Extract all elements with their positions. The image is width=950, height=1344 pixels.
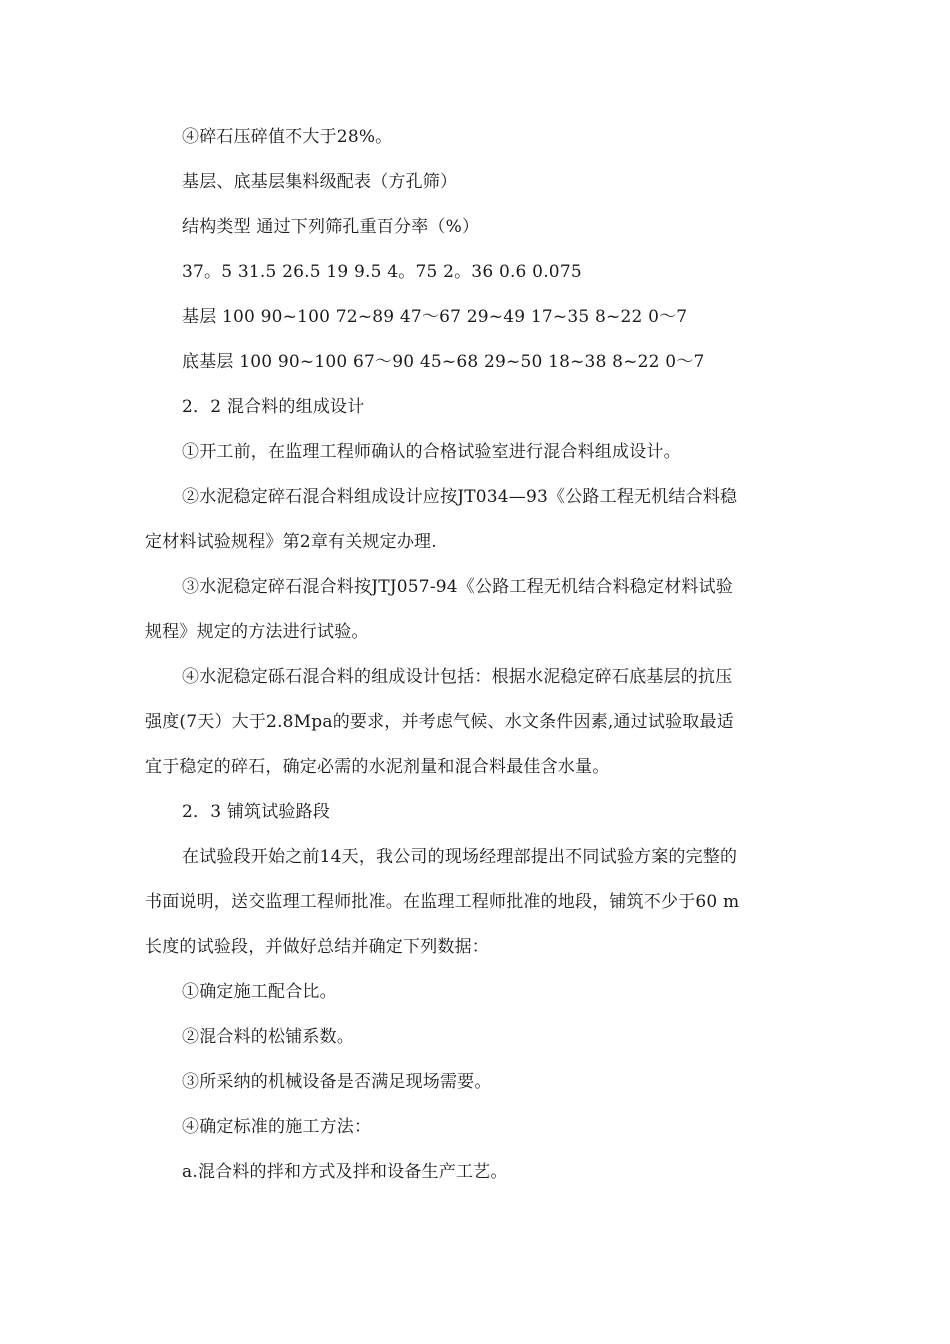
text-line: 长度的试验段，并做好总结并确定下列数据： [145, 937, 489, 957]
list-item: ④确定标准的施工方法： [182, 1117, 372, 1137]
table-row-base: 基层 100 90~100 72~89 47～67 29~49 17~35 8~22 0～7 [182, 307, 688, 327]
text-line: ①开工前，在监理工程师确认的合格试验室进行混合料组成设计。 [182, 442, 681, 462]
text-line: 在试验段开始之前14天，我公司的现场经理部提出不同试验方案的完整的 [182, 847, 738, 867]
list-item: ①确定施工配合比。 [182, 982, 337, 1002]
list-item: a.混合料的拌和方式及拌和设备生产工艺。 [182, 1162, 508, 1182]
table-header: 结构类型 通过下列筛孔重百分率（%） [182, 217, 480, 237]
table-row-subbase: 底基层 100 90~100 67～90 45~68 29~50 18~38 8~22 0～7 [182, 352, 705, 372]
section-heading-2-2: 2．2 混合料的组成设计 [182, 397, 365, 417]
text-line: 规程》规定的方法进行试验。 [145, 622, 369, 642]
table-title: 基层、底基层集料级配表（方孔筛） [182, 172, 458, 192]
text-line: ④水泥稳定砾石混合料的组成设计包括：根据水泥稳定碎石底基层的抗压 [182, 667, 733, 687]
text-line: 强度(7天）大于2.8Mpa的要求，并考虑气候、水文条件因素,通过试验取最适 [145, 712, 734, 732]
text-line: ③水泥稳定碎石混合料按JTJ057-94《公路工程无机结合料稳定材料试验 [182, 577, 733, 597]
text-line: 书面说明，送交监理工程师批准。在监理工程师批准的地段，铺筑不少于60 m [145, 892, 740, 912]
text-line: 宜于稳定的碎石，确定必需的水泥剂量和混合料最佳含水量。 [145, 757, 610, 777]
table-sieve-sizes: 37。5 31.5 26.5 19 9.5 4。75 2。36 0.6 0.075 [182, 262, 582, 282]
text-line: ②水泥稳定碎石混合料组成设计应按JT034—93《公路工程无机结合料稳 [182, 487, 738, 507]
text-line-crush-value: ④碎石压碎值不大于28%。 [182, 127, 393, 147]
list-item: ③所采纳的机械设备是否满足现场需要。 [182, 1072, 492, 1092]
text-line: 定材料试验规程》第2章有关规定办理. [145, 532, 437, 552]
section-heading-2-3: 2．3 铺筑试验路段 [182, 802, 331, 822]
list-item: ②混合料的松铺系数。 [182, 1027, 354, 1047]
